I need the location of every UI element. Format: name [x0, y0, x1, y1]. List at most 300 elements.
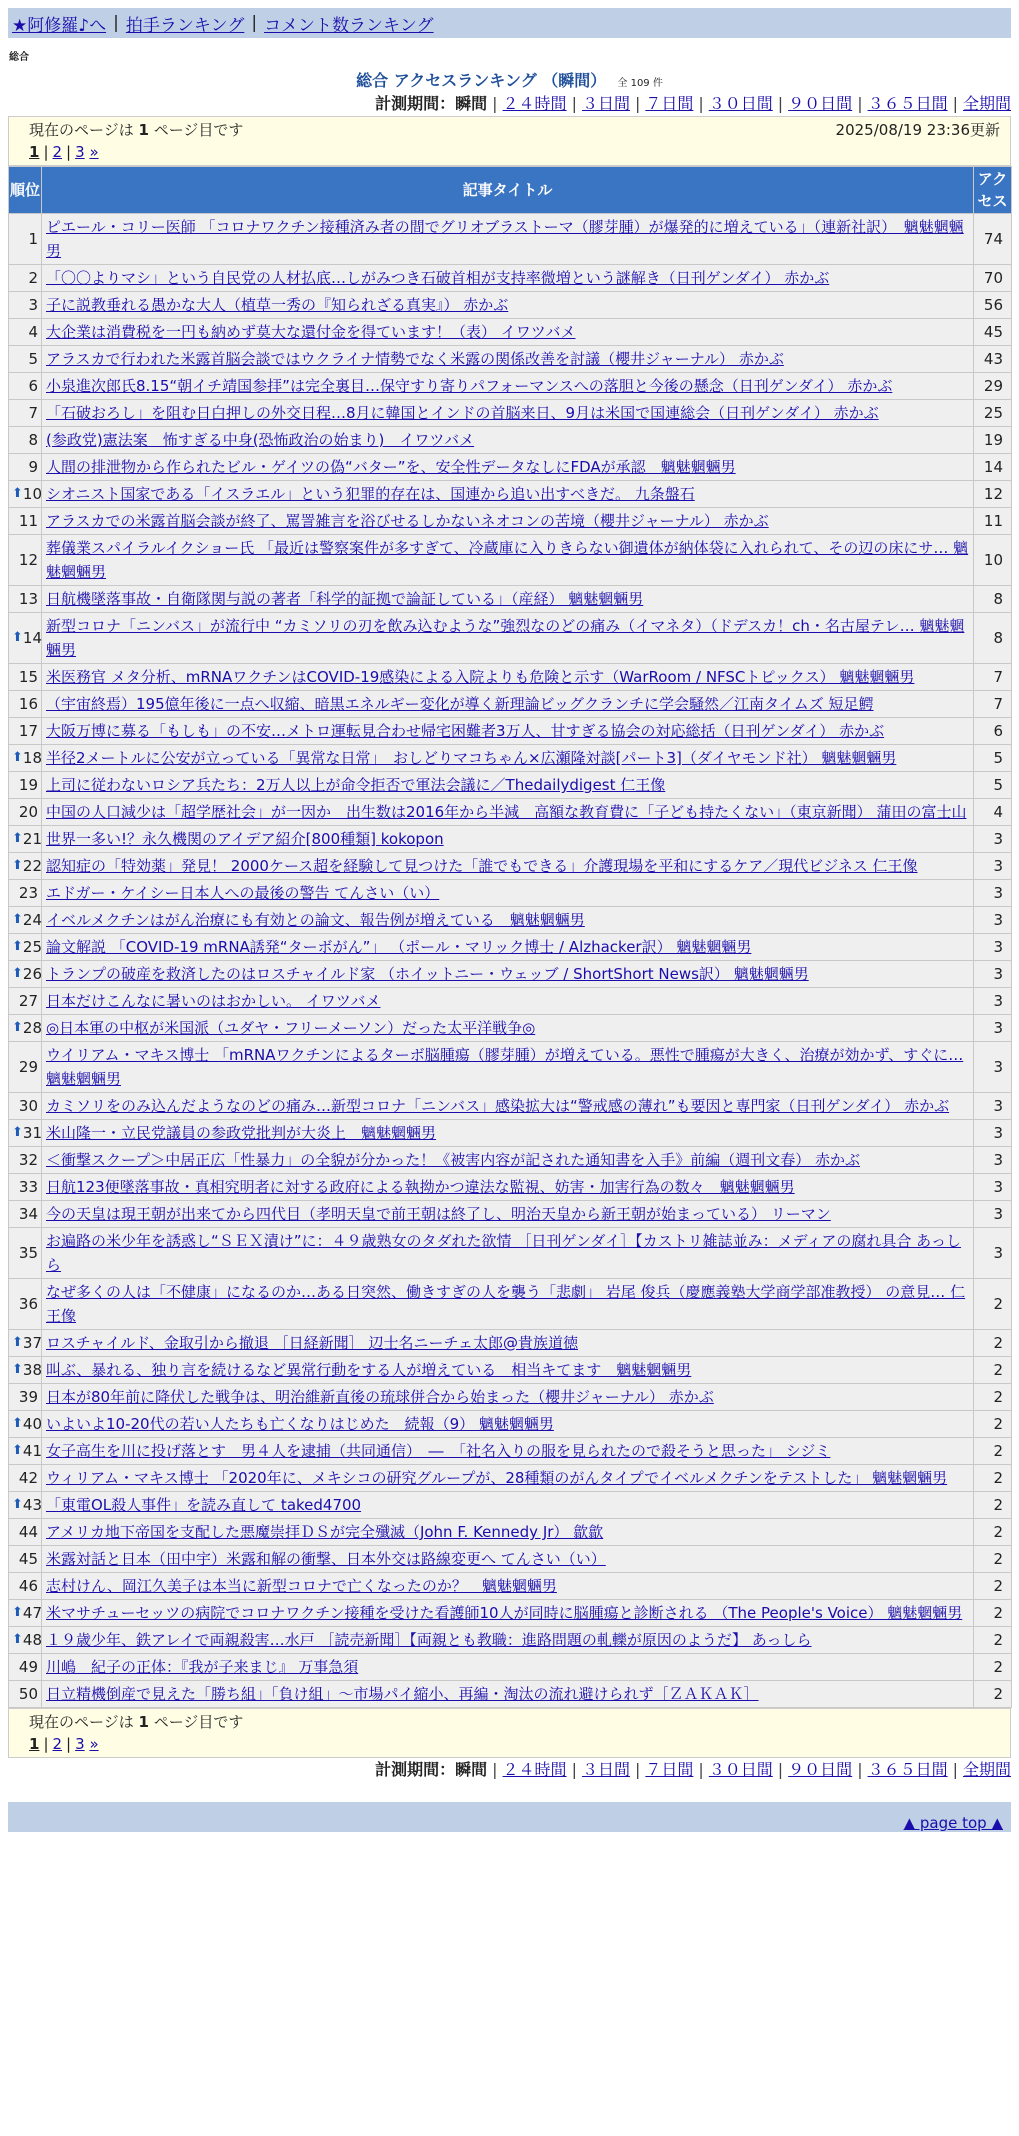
title-cell [42, 961, 974, 988]
article-link[interactable]: 子に説教垂れる愚かな大人（植草一秀の『知られざる真実』） 赤かぶ [46, 296, 509, 314]
rank-up-arrow-icon: ⬆ [12, 1335, 23, 1350]
period-separator: | [698, 1760, 704, 1779]
article-link[interactable]: いよいよ10-20代の若い人たちも亡くなりはじめた 続報（9） 魑魅魍魎男 [46, 1415, 554, 1433]
article-link[interactable]: なぜ多くの人は「不健康」になるのか…ある日突然、働きすぎの人を襲う「悲劇」 岩尾 俊兵（慶應義塾大学商学部准教授） の意見… 仁王像 [46, 1283, 966, 1325]
rank-up-arrow-icon: ⬆ [12, 912, 23, 927]
article-link[interactable]: 人間の排泄物から作られたビル・ゲイツの偽“バター”を、安全性データなしにFDAが承認 魑魅魍魎男 [46, 458, 736, 476]
access-count-cell: 3 [974, 934, 1012, 961]
table-row [9, 1600, 1012, 1627]
period-separator: | [777, 94, 784, 113]
rank-cell [9, 319, 42, 346]
access-count-cell: 3 [974, 1042, 1012, 1093]
ranking-table [8, 166, 1012, 1708]
access-count-cell: 3 [974, 880, 1012, 907]
title-cell [42, 319, 974, 346]
category-label: 総合 [9, 52, 29, 63]
access-count-cell: 12 [974, 481, 1012, 508]
title-cell [42, 772, 974, 799]
access-count-cell: 2 [974, 1546, 1012, 1573]
period-selector-bottom [8, 1758, 1011, 1782]
period-link[interactable]: ３０日間 [708, 94, 773, 113]
access-count-cell: 3 [974, 1174, 1012, 1201]
access-count-cell: 5 [974, 772, 1012, 799]
nav-separator: | [251, 13, 258, 33]
comment-ranking-link[interactable]: コメント数ランキング [264, 15, 434, 36]
rank-cell [9, 1330, 42, 1357]
rank-number: 40 [22, 1415, 42, 1433]
title-cell [42, 718, 974, 745]
rank-cell [9, 1465, 42, 1492]
period-link[interactable]: ７日間 [645, 1760, 694, 1779]
article-link[interactable]: 米露対話と日本（田中宇）米露和解の衝撃、日本外交は路線変更へ てんさい（い） [46, 1550, 606, 1568]
rank-number: 9 [28, 458, 38, 476]
rank-cell [9, 934, 42, 961]
article-link[interactable]: アラスカで行われた米露首脳会談ではウクライナ情勢でなく米露の関係改善を討議（櫻井ジャーナル） 赤かぶ [46, 350, 784, 368]
article-link[interactable]: ◎日本軍の中枢が米国派（ユダヤ・フリーメーソン）だった太平洋戦争◎ [46, 1019, 536, 1037]
article-link[interactable]: 川嶋 紀子の正体：『我が子来まじ』 万事急須 [46, 1658, 359, 1676]
table-row [9, 292, 1012, 319]
title-cell [42, 508, 974, 535]
rank-cell [9, 508, 42, 535]
table-row [9, 691, 1012, 718]
page-status-panel-top [8, 116, 1011, 166]
article-link[interactable]: 日本が80年前に降伏した戦争は、明治維新直後の琉球併合から始まった（櫻井ジャーナル） 赤かぶ [46, 1388, 714, 1406]
access-count-cell: 45 [974, 319, 1012, 346]
rank-cell [9, 961, 42, 988]
table-row [9, 346, 1012, 373]
period-separator: | [857, 94, 863, 113]
article-link[interactable]: 小泉進次郎氏8.15“朝イチ靖国参拝”は完全裏目…保守すり寄りパフォーマンスへの落胆と今後の懸念（日刊ゲンダイ） 赤かぶ [46, 377, 893, 395]
period-current: 瞬間 [455, 1760, 488, 1779]
pager-page-link[interactable]: 3 [75, 143, 85, 161]
rank-up-arrow-icon: ⬆ [12, 1020, 23, 1035]
title-cell [42, 799, 974, 826]
table-row [9, 664, 1012, 691]
title-cell [42, 454, 974, 481]
access-count-cell: 3 [974, 1228, 1012, 1279]
article-link[interactable]: ウィリアム・マキス博士 「2020年に、メキシコの研究グループが、28種類のがんタイプでイベルメクチンをテストした」 魑魅魍魎男 [46, 1469, 948, 1487]
article-link[interactable]: カミソリをのみ込んだようなのどの痛み…新型コロナ「ニンバス」感染拡大は“警戒感の薄れ”も要因と専門家（日刊ゲンダイ） 赤かぶ [46, 1097, 950, 1115]
article-link[interactable]: 米医務官 メタ分析、mRNAワクチンはCOVID-19感染による入院よりも危険と示す（WarRoom / NFSCトピックス） 魑魅魍魎男 [46, 668, 915, 686]
rank-cell [9, 427, 42, 454]
article-link[interactable]: 上司に従わないロシア兵たち：2万人以上が命令拒否で軍法会議に／Thedailydigest 仁王像 [46, 776, 666, 794]
rank-number: 44 [18, 1523, 38, 1541]
rank-cell [9, 1015, 42, 1042]
rank-cell [9, 880, 42, 907]
rank-cell [9, 907, 42, 934]
access-count-cell: 2 [974, 1279, 1012, 1330]
access-count-cell: 2 [974, 1357, 1012, 1384]
access-count-cell: 8 [974, 586, 1012, 613]
rank-cell [9, 1174, 42, 1201]
rank-number: 50 [18, 1685, 38, 1703]
table-row [9, 1627, 1012, 1654]
table-row [9, 1120, 1012, 1147]
article-link[interactable]: 認知症の「特効薬」発見！ 2000ケース超を経験して見つけた「誰でもできる」介護現場を平和にするケア／現代ビジネス 仁王像 [46, 857, 918, 875]
access-count-cell: 2 [974, 1411, 1012, 1438]
rank-up-arrow-icon: ⬆ [12, 1605, 23, 1620]
article-link[interactable]: 中国の人口減少は「超学歴社会」が一因か 出生数は2016年から半減 高額な教育費に「子ども持たくない」（東京新聞） 蒲田の富士山 [46, 803, 967, 821]
access-count-cell: 3 [974, 1093, 1012, 1120]
rank-number: 24 [22, 911, 42, 929]
article-link[interactable]: エドガー・ケイシー日本人への最後の警告 てんさい（い） [46, 884, 440, 902]
title-cell [42, 400, 974, 427]
access-count-cell: 2 [974, 1681, 1012, 1708]
article-link[interactable]: ロスチャイルド、金取引から撤退 ［日経新聞］ 辺士名ニーチェ太郎@貴族道徳 [46, 1334, 578, 1352]
rank-number: 13 [18, 590, 38, 608]
article-link[interactable]: 葬儀業スパイラルイクショー氏 「最近は警察案件が多すぎて、冷蔵庫に入りきらない御遺体が納体袋に入れられて、その辺の床にサ… 魑魅魍魎男 [46, 539, 969, 581]
table-header-row [9, 167, 1012, 214]
rank-cell [9, 1438, 42, 1465]
title-cell [42, 1654, 974, 1681]
article-link[interactable]: 日本だけこんなに暑いのはおかしい。 イワツバメ [46, 992, 381, 1010]
current-page-text: 現在のページは 1 ページ目です [29, 121, 244, 139]
rank-number: 32 [18, 1151, 38, 1169]
article-link[interactable]: ＜衝撃スクープ＞中居正広「性暴力」の全貌が分かった！《被害内容が記された通知書を入手》前編（週刊文春） 赤かぶ [46, 1151, 861, 1169]
title-cell [42, 1120, 974, 1147]
article-link[interactable]: 米マサチューセッツの病院でコロナワクチン接種を受けた看護師10人が同時に脳腫瘍と診断される （The People's Voice） 魑魅魍魎男 [46, 1604, 963, 1622]
article-link[interactable]: アメリカ地下帝国を支配した悪魔崇拝ＤＳが完全殲滅（John F. Kennedy Jr） 歙歙 [46, 1523, 604, 1541]
table-row [9, 1228, 1012, 1279]
article-link[interactable]: 今の天皇は現王朝が出来てから四代目（孝明天皇で前王朝は終了し、明治天皇から新王朝が始まっている） リーマン [46, 1205, 831, 1223]
rank-cell [9, 346, 42, 373]
rank-cell [9, 745, 42, 772]
article-link[interactable]: お遍路の米少年を誘惑し“ＳＥＸ漬け”に：４９歳熟女のタダれた欲情 ［日刊ゲンダイ］【カストリ雑誌並み：メディアの腐れ具合 あっしら [46, 1232, 962, 1274]
table-row [9, 880, 1012, 907]
rank-number: 31 [22, 1124, 42, 1142]
rank-cell [9, 799, 42, 826]
article-link[interactable]: ウイリアム・マキス博士 「mRNAワクチンによるターボ脳腫瘍（膠芽腫）が増えている。悪性で腫瘍が大きく、治療が効かず、すぐに… 魑魅魍魎男 [46, 1046, 964, 1088]
period-link[interactable]: ３０日間 [708, 1760, 773, 1779]
period-link[interactable]: ９０日間 [788, 1760, 853, 1779]
rank-cell [9, 826, 42, 853]
period-link[interactable]: ３日間 [581, 1760, 630, 1779]
rank-number: 21 [22, 830, 42, 848]
title-cell [42, 373, 974, 400]
article-link[interactable]: 女子高生を川に投げ落とす 男４人を逮捕（共同通信） ― 「社名入りの服を見られたので殺そうと思った」 シジミ [46, 1442, 831, 1460]
access-count-cell: 2 [974, 1627, 1012, 1654]
article-link[interactable]: イベルメクチンはがん治療にも有効との論文、報告例が増えている 魑魅魍魎男 [46, 911, 585, 929]
total-count: 全 109 件 [617, 78, 663, 89]
rank-up-arrow-icon: ⬆ [12, 1125, 23, 1140]
ranking-title-bar [0, 70, 1019, 92]
page-top-link[interactable]: ▲ page top ▲ [903, 1814, 1003, 1832]
access-count-cell: 11 [974, 508, 1012, 535]
rank-cell [9, 1600, 42, 1627]
rank-cell [9, 664, 42, 691]
period-label: 計測期間： [375, 1760, 456, 1779]
title-cell [42, 1600, 974, 1627]
access-count-cell: 2 [974, 1384, 1012, 1411]
rank-up-arrow-icon: ⬆ [12, 1362, 23, 1377]
article-link[interactable]: 日航機墜落事故・自衛隊関与説の著者「科学的証拠で論証している」（産経） 魑魅魍魎男 [46, 590, 644, 608]
article-link[interactable]: アラスカでの米露首脳会談が終了、罵詈雑言を浴びせるしかないネオコンの苦境（櫻井ジャーナル） 赤かぶ [46, 512, 769, 530]
rank-number: 8 [28, 431, 38, 449]
table-row [9, 1093, 1012, 1120]
table-row [9, 1654, 1012, 1681]
rank-number: 7 [28, 404, 38, 422]
rank-cell [9, 1279, 42, 1330]
rank-number: 4 [28, 323, 38, 341]
table-row [9, 1546, 1012, 1573]
rank-number: 49 [18, 1658, 38, 1676]
rank-number: 1 [28, 230, 38, 248]
rank-number: 14 [22, 629, 42, 647]
title-cell [42, 1519, 974, 1546]
period-separator: | [634, 94, 641, 113]
period-link[interactable]: ７日間 [645, 94, 694, 113]
rank-number: 2 [28, 269, 38, 287]
article-link[interactable]: 大阪万博に募る「もしも」の不安…メトロ運転見合わせ帰宅困難者3万人、甘すぎる協会の対応総括（日刊ゲンダイ） 赤かぶ [46, 722, 885, 740]
rank-cell [9, 265, 42, 292]
rank-number: 37 [22, 1334, 42, 1352]
article-link[interactable]: 「〇〇よりマシ」という自民党の人材払底…しがみつき石破首相が支持率微増という謎解き（日刊ゲンダイ） 赤かぶ [46, 269, 830, 287]
access-count-cell: 4 [974, 799, 1012, 826]
table-row [9, 373, 1012, 400]
rank-cell [9, 1654, 42, 1681]
title-cell [42, 535, 974, 586]
pager-current-page: 1 [29, 1735, 40, 1753]
title-cell [42, 880, 974, 907]
access-count-cell: 5 [974, 745, 1012, 772]
rank-cell [9, 1492, 42, 1519]
pager-top [29, 141, 1000, 163]
article-link[interactable]: ピエール・コリー医師 「コロナワクチン接種済み者の間でグリオブラストーマ（膠芽腫）が爆発的に増えている」（連新社訳） 魑魅魍魎男 [46, 218, 964, 260]
table-row [9, 1384, 1012, 1411]
table-row [9, 214, 1012, 265]
article-link[interactable]: 「石破おろし」を阻む日白押しの外交日程…8月に韓国とインドの首脳来日、9月は米国で国連総会（日刊ゲンダイ） 赤かぶ [46, 404, 879, 422]
pager-bottom [29, 1733, 1000, 1755]
rank-cell [9, 454, 42, 481]
title-cell [42, 907, 974, 934]
rank-cell [9, 718, 42, 745]
rank-cell [9, 292, 42, 319]
access-count-cell: 10 [974, 535, 1012, 586]
pager-next-link[interactable]: » [89, 1735, 99, 1753]
period-link[interactable]: ３６５日間 [867, 94, 948, 113]
pager-separator: | [43, 143, 49, 161]
table-row [9, 1279, 1012, 1330]
title-cell [42, 1357, 974, 1384]
rank-cell [9, 214, 42, 265]
rank-number: 11 [18, 512, 38, 530]
rank-cell [9, 691, 42, 718]
rank-number: 35 [18, 1244, 38, 1262]
rank-number: 43 [22, 1496, 42, 1514]
table-row [9, 1465, 1012, 1492]
period-link[interactable]: ３日間 [581, 94, 630, 113]
rank-cell [9, 1546, 42, 1573]
rank-cell [9, 1228, 42, 1279]
access-count-cell: 7 [974, 691, 1012, 718]
rank-up-arrow-icon: ⬆ [12, 939, 23, 954]
rank-number: 25 [22, 938, 42, 956]
title-cell [42, 1546, 974, 1573]
rank-number: 3 [28, 296, 38, 314]
table-row [9, 1681, 1012, 1708]
article-link[interactable]: 世界一多い!？永久機関のアイデア紹介[800種類] kokopon [46, 830, 444, 848]
table-row [9, 772, 1012, 799]
table-row [9, 853, 1012, 880]
clap-ranking-link[interactable]: 拍手ランキング [125, 15, 245, 36]
period-separator: | [492, 1760, 498, 1779]
period-link[interactable]: ３６５日間 [867, 1760, 948, 1779]
title-cell [42, 1492, 974, 1519]
table-row [9, 907, 1012, 934]
access-count-cell: 56 [974, 292, 1012, 319]
access-count-cell: 2 [974, 1438, 1012, 1465]
rank-cell [9, 586, 42, 613]
period-link[interactable]: ２４時間 [502, 1760, 567, 1779]
article-link[interactable]: 新型コロナ「ニンバス」が流行中 “カミソリの刃を飲み込むような”強烈なのどの痛み（イマネタ）（ドデスカ！ch・名古屋テレ… 魑魅魍魎男 [46, 617, 965, 659]
title-cell [42, 1147, 974, 1174]
rank-number: 6 [28, 377, 38, 395]
article-link[interactable]: 日航123便墜落事故・真相究明者に対する政府による執拗かつ違法な監視、妨害・加害行為の数々 魑魅魍魎男 [46, 1178, 795, 1196]
title-cell [42, 1174, 974, 1201]
table-row [9, 1573, 1012, 1600]
updated-timestamp: 2025/08/19 23:36更新 [835, 121, 1000, 139]
access-count-cell: 7 [974, 664, 1012, 691]
rank-cell [9, 772, 42, 799]
article-link[interactable]: (参政党)憲法案 怖すぎる中身(恐怖政治の始まり) イワツバメ [46, 431, 475, 449]
access-count-cell: 25 [974, 400, 1012, 427]
pager-next-link[interactable]: » [89, 143, 99, 161]
rank-number: 46 [18, 1577, 38, 1595]
title-cell [42, 988, 974, 1015]
pager-separator: | [66, 1735, 72, 1753]
rank-cell [9, 1384, 42, 1411]
pager-page-link[interactable]: 3 [75, 1735, 85, 1753]
table-row [9, 586, 1012, 613]
rank-number: 20 [18, 803, 38, 821]
article-link[interactable]: シオニスト国家である「イスラエル」という犯罪的存在は、国連から追い出すべきだ。 九条盤石 [46, 485, 695, 503]
title-cell [42, 1465, 974, 1492]
title-cell [42, 1093, 974, 1120]
rank-cell [9, 988, 42, 1015]
title-cell [42, 265, 974, 292]
rank-number: 36 [18, 1295, 38, 1313]
title-column-header: 記事タイトル [42, 167, 974, 214]
period-selector-top [8, 92, 1011, 116]
rank-up-arrow-icon: ⬆ [12, 1416, 23, 1431]
table-row [9, 535, 1012, 586]
period-link[interactable]: 全期間 [962, 1760, 1011, 1779]
period-link[interactable]: ２４時間 [502, 94, 567, 113]
rank-number: 22 [22, 857, 42, 875]
title-cell [42, 1201, 974, 1228]
rank-number: 42 [18, 1469, 38, 1487]
table-row [9, 400, 1012, 427]
footer-bar [8, 1802, 1011, 1832]
period-link[interactable]: ９０日間 [788, 94, 853, 113]
rank-up-arrow-icon: ⬆ [12, 858, 23, 873]
article-link[interactable]: トランプの破産を救済したのはロスチャイルド家 （ホイットニー・ウェッブ / ShortShort News訳） 魑魅魍魎男 [46, 965, 809, 983]
table-row [9, 613, 1012, 664]
rank-up-arrow-icon: ⬆ [12, 1443, 23, 1458]
page-status-panel-bottom [8, 1708, 1011, 1758]
table-row [9, 799, 1012, 826]
rank-number: 27 [18, 992, 38, 1010]
period-separator: | [857, 1760, 863, 1779]
period-separator: | [698, 94, 704, 113]
rank-up-arrow-icon: ⬆ [12, 966, 23, 981]
rank-cell [9, 1201, 42, 1228]
table-row [9, 1015, 1012, 1042]
rank-number: 33 [18, 1178, 38, 1196]
pager-separator: | [66, 143, 72, 161]
pager-page-link[interactable]: 2 [52, 143, 63, 161]
table-row [9, 1411, 1012, 1438]
access-count-cell: 3 [974, 1201, 1012, 1228]
article-link[interactable]: 米山隆一・立民党議員の参政党批判が大炎上 魑魅魍魎男 [46, 1124, 437, 1142]
period-label: 計測期間： [375, 94, 456, 113]
current-page-text: 現在のページは 1 ページ目です [29, 1713, 244, 1731]
home-link[interactable]: ★阿修羅♪へ [12, 15, 107, 36]
article-link[interactable]: 半径2メートルに公安が立っている「異常な日常」 おしどりマコちゃん×広瀬隆対談[パート3]（ダイヤモンド社） 魑魅魍魎男 [46, 749, 897, 767]
article-link[interactable]: 叫ぶ、暴れる、独り言を続けるなど異常行動をする人が増えている 相当キてます 魑魅魍魎男 [46, 1361, 692, 1379]
table-row [9, 1330, 1012, 1357]
period-separator: | [777, 1760, 784, 1779]
title-cell [42, 1330, 974, 1357]
rank-number: 48 [22, 1631, 42, 1649]
rank-number: 19 [18, 776, 38, 794]
rank-number: 41 [22, 1442, 42, 1460]
rank-number: 17 [18, 722, 38, 740]
table-row [9, 718, 1012, 745]
article-link[interactable]: 志村けん、岡江久美子は本当に新型コロナで亡くなったのか？ 魑魅魍魎男 [46, 1577, 557, 1595]
nav-separator: | [113, 13, 119, 33]
access-count-cell: 74 [974, 214, 1012, 265]
title-cell [42, 1411, 974, 1438]
article-link[interactable]: 日立精機倒産で見えた「勝ち組」「負け組」～市場パイ縮小、再編・淘汰の流れ避けられず［ＺＡＫＡＫ］ [46, 1685, 759, 1703]
article-link[interactable]: 論文解説 「COVID-19 mRNA誘発“ターボがん”」 （ポール・マリック博士 / Alzhacker訳） 魑魅魍魎男 [46, 938, 752, 956]
access-count-cell: 2 [974, 1573, 1012, 1600]
access-count-cell: 2 [974, 1519, 1012, 1546]
access-count-cell: 3 [974, 853, 1012, 880]
pager-page-link[interactable]: 2 [52, 1735, 63, 1753]
access-count-cell: 14 [974, 454, 1012, 481]
table-row [9, 481, 1012, 508]
rank-up-arrow-icon: ⬆ [12, 486, 23, 501]
rank-cell [9, 535, 42, 586]
rank-number: 26 [22, 965, 42, 983]
table-row [9, 745, 1012, 772]
rank-cell [9, 1411, 42, 1438]
title-cell [42, 346, 974, 373]
rank-cell [9, 1120, 42, 1147]
article-link[interactable]: １９歳少年、鉄アレイで両親殺害…水戸 ［読売新聞］【両親とも教職：進路問題の軋轢が原因のようだ】 あっしら [46, 1631, 812, 1649]
rank-up-arrow-icon: ⬆ [12, 630, 23, 645]
rank-cell [9, 1681, 42, 1708]
rank-cell [9, 373, 42, 400]
rank-number: 10 [22, 485, 42, 503]
rank-cell [9, 1627, 42, 1654]
rank-number: 39 [18, 1388, 38, 1406]
period-link[interactable]: 全期間 [962, 94, 1011, 113]
period-separator: | [634, 1760, 641, 1779]
title-cell [42, 1681, 974, 1708]
access-count-cell: 8 [974, 613, 1012, 664]
article-link[interactable]: 大企業は消費税を一円も納めず莫大な還付金を得ています！（表） イワツバメ [46, 323, 576, 341]
table-row [9, 427, 1012, 454]
access-count-cell: 29 [974, 373, 1012, 400]
table-row [9, 1201, 1012, 1228]
period-separator: | [952, 94, 958, 113]
article-link[interactable]: 「東電OL殺人事件」を読み直して taked4700 [46, 1496, 362, 1514]
article-link[interactable]: （宇宙終焉）195億年後に一点へ収縮、暗黒エネルギー変化が導く新理論ビッグクランチに学会騒然／江南タイムズ 短足鰐 [46, 695, 874, 713]
rank-number: 15 [18, 668, 38, 686]
pager-current-page: 1 [29, 143, 40, 161]
